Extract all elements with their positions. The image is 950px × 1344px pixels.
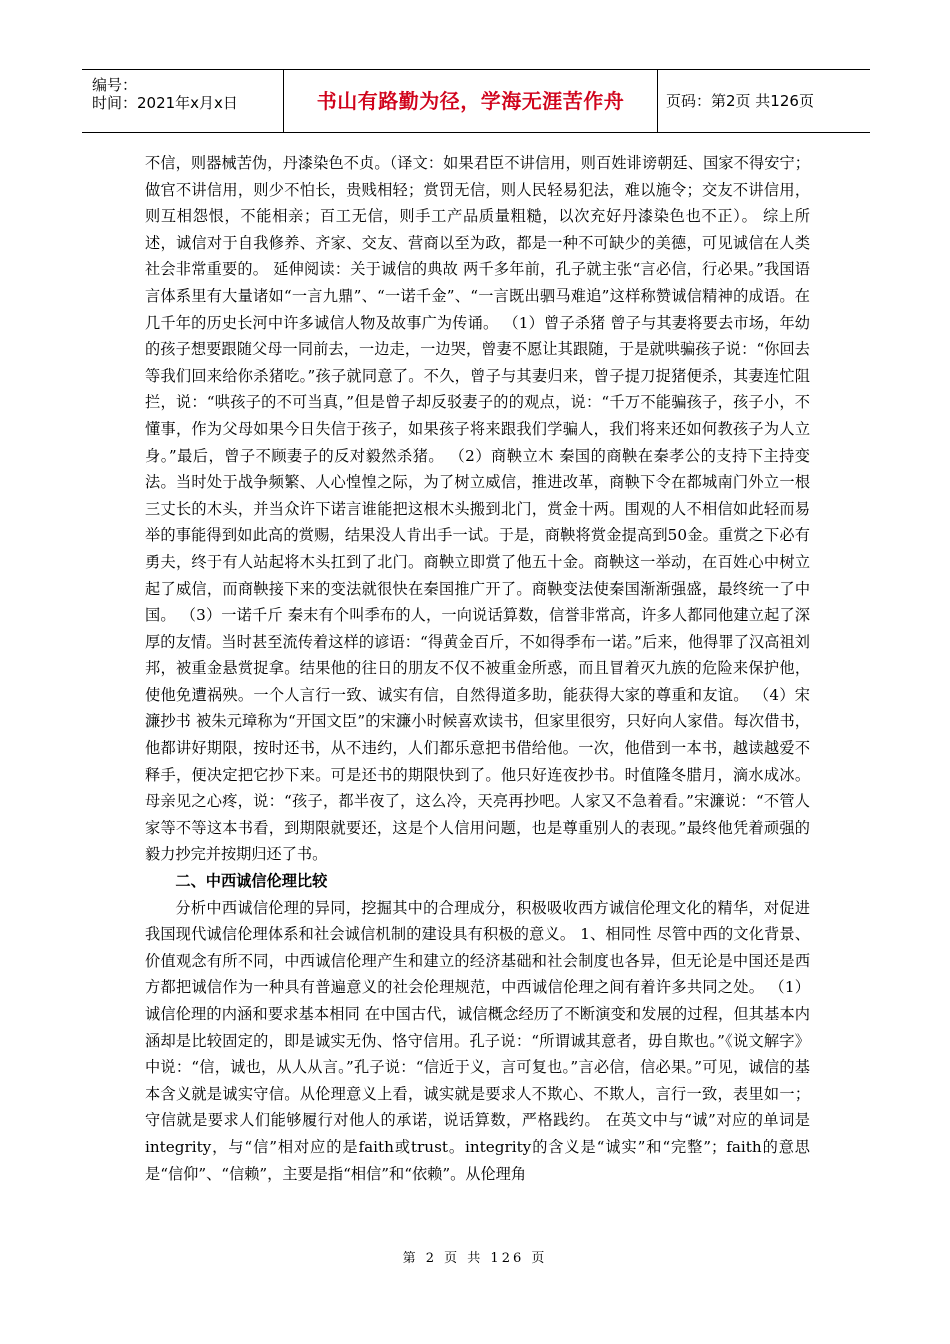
page-footer: 第 2 页 共 126 页	[402, 1251, 548, 1266]
document-body	[145, 150, 810, 1187]
page-header	[82, 69, 870, 133]
body-paragraph-1: 不信，则器械苦伪，丹漆染色不贞。（译文：如果君臣不讲信用，则百姓诽谤朝廷、国家不得安宁；做官不讲信用，则少不怕长，贵贱相轻；赏罚无信，则人民轻易犯法，难以施令；交友不讲信用，则互相怨恨，不能相亲；百工无信，则手工产品质量粗糙，以次充好丹漆染色也不正）。 综上所述，诚信对于自我修养、齐家、交友、营商以至为政，都是一种不可缺少的美德，可见诚信在人类社会非常重要的。 延伸阅读：关于诚信的典故 两千多年前，孔子就主张“言必信，行必果。”我国语言体系里有大量诸如“一言九鼎”、“一诺千金”、“一言既出驷马难追”这样称赞诚信精神的成语。在几千年的历史长河中许多诚信人物及故事广为传诵。 （1）曾子杀猪 曾子与其妻将要去市场，年幼的孩子想要跟随父母一同前去，一边走，一边哭，曾妻不愿让其跟随，于是就哄骗孩子说：“你回去等我们回来给你杀猪吃。”孩子就同意了。不久，曾子与其妻归来，曾子提刀捉猪便杀，其妻连忙阻拦，说：“哄孩子的不可当真，”但是曾子却反驳妻子的的观点，说：“千万不能骗孩子，孩子小，不懂事，作为父母如果今日失信于孩子，如果孩子将来跟我们学骗人，我们将来还如何教孩子为人立身。”最后，曾子不顾妻子的反对毅然杀猪。 （2）商鞅立木 秦国的商鞅在秦孝公的支持下主持变法。当时处于战争频繁、人心惶惶之际，为了树立威信，推进改革，商鞅下令在都城南门外立一根三丈长的木头，并当众许下诺言谁能把这根木头搬到北门，赏金十两。围观的人不相信如此轻而易举的事能得到如此高的赏赐，结果没人肯出手一试。于是，商鞅将赏金提高到50金。重赏之下必有勇夫，终于有人站起将木头扛到了北门。商鞅立即赏了他五十金。商鞅这一举动，在百姓心中树立起了威信，而商鞅接下来的变法就很快在秦国推广开了。商鞅变法使秦国渐渐强盛，最终统一了中国。 （3）一诺千斤 秦末有个叫季布的人，一向说话算数，信誉非常高，许多人都同他建立起了深厚的友情。当时甚至流传着这样的谚语：“得黄金百斤，不如得季布一诺。”后来，他得罪了汉高祖刘邦，被重金悬赏捉拿。结果他的往日的朋友不仅不被重金所惑，而且冒着灭九族的危险来保护他，使他免遭祸殃。一个人言行一致、诚实有信，自然得道多助，能获得大家的尊重和友谊。 （4）宋濂抄书 被朱元璋称为“开国文臣”的宋濂小时候喜欢读书，但家里很穷，只好向人家借。每次借书，他都讲好期限，按时还书，从不违约，人们都乐意把书借给他。一次，他借到一本书，越读越爱不释手，便决定把它抄下来。可是还书的期限快到了。他只好连夜抄书。时值隆冬腊月，滴水成冰。母亲见之心疼，说：“孩子，都半夜了，这么冷，天亮再抄吧。人家又不急着看。”宋濂说：“不管人家等不等这本书看，到期限就要还，这是个人信用问题，也是尊重别人的表现。”最终他凭着顽强的毅力抄完并按期归还了书。	[145, 154, 810, 864]
section-heading: 二、中西诚信伦理比较	[175, 872, 328, 891]
header-meta-cell	[82, 70, 284, 132]
header-page-info: 页码：第2页 共126页	[666, 92, 814, 110]
header-motto: 书山有路勤为径，学海无涯苦作舟	[284, 70, 658, 132]
serial-number-label: 编号：	[92, 76, 138, 94]
body-paragraph-2: 分析中西诚信伦理的异同，挖掘其中的合理成分，积极吸收西方诚信伦理文化的精华，对促进我国现代诚信伦理体系和社会诚信机制的建设具有积极的意义。 1、相同性 尽管中西的文化背景、价值观念有所不同，中西诚信伦理产生和建立的经济基础和社会制度也各异，但无论是中国还是西方都把诚信作为一种具有普遍意义的社会伦理规范，中西诚信伦理之间有着许多共同之处。 （1）诚信伦理的内涵和要求基本相同 在中国古代，诚信概念经历了不断演变和发展的过程，但其基本内涵却是比较固定的，即是诚实无伪、恪守信用。孔子说：“所谓诚其意者，毋自欺也。”《说文解字》中说：“信，诚也，从人从言。”孔子说：“信近于义，言可复也。”言必信，信必果。”可见，诚信的基本含义就是诚实守信。从伦理意义上看，诚实就是要求人不欺心、不欺人，言行一致，表里如一；守信就是要求人们能够履行对他人的承诺，说话算数，严格践约。 在英文中与“诚”对应的单词是integrity，与“信”相对应的是faith或trust。integrity的含义是“诚实”和“完整”；faith的意思是“信仰”、“信赖”，主要是指“相信”和“依赖”。从伦理角	[145, 898, 810, 1183]
date-text: 时间：2021年x月x日	[92, 94, 238, 112]
